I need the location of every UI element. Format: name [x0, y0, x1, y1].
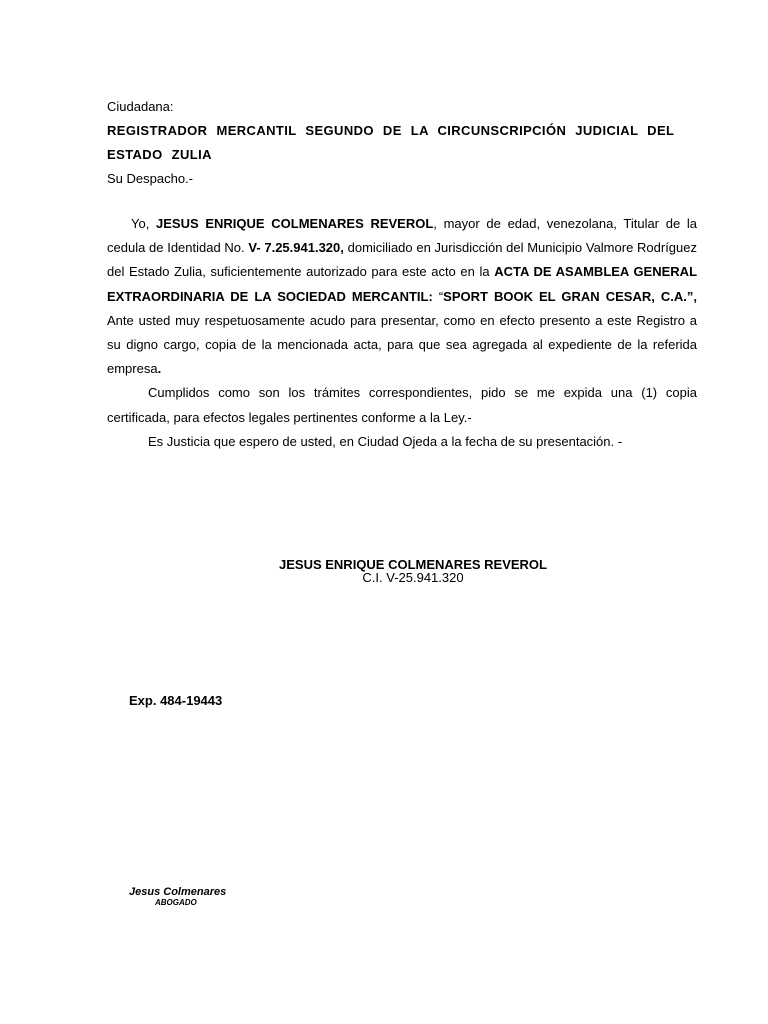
applicant-id: V- 7.25.941.320,	[248, 240, 344, 256]
p1-text-c: Ante usted muy respetuosamente acudo para presentar, como en efecto presento a este Registro a su digno cargo, copia de la mencionada acta, para que sea agregada al expediente de la referida empresa	[107, 312, 697, 377]
paragraph-closing: Es Justicia que espero de usted, en Ciudad Ojeda a la fecha de su presentación. -	[148, 433, 623, 449]
p1-yo: Yo,	[131, 216, 157, 231]
p1-end: .	[157, 361, 162, 377]
addressee-line-1: REGISTRADOR MERCANTIL SEGUNDO DE LA CIRCUNSCRIPCIÓN JUDICIAL DEL	[107, 123, 675, 138]
footer-title: ABOGADO	[155, 898, 197, 907]
letter-body	[107, 212, 697, 454]
signature-id: C.I. V-25.941.320	[362, 570, 464, 585]
signature-block	[0, 558, 768, 584]
salutation-block	[107, 95, 697, 191]
applicant-name: JESUS ENRIQUE COLMENARES REVEROL	[156, 216, 434, 231]
paragraph-request	[107, 212, 697, 381]
office-line: Su Despacho.-	[107, 171, 193, 186]
signature-name: JESUS ENRIQUE COLMENARES REVEROL	[279, 557, 547, 572]
expediente-number: Exp. 484-19443	[129, 693, 223, 708]
company-name: SPORT BOOK EL GRAN CESAR, C.A.”,	[443, 288, 697, 304]
p1-text-b: domiciliado en Jurisdicción del Municipio Valmore Rodríguez del Estado Zulia, suficientemente autorizado para este acto en la	[107, 240, 697, 280]
acta-title: ACTA DE ASAMBLEA GENERAL EXTRAORDINARIA DE LA SOCIEDAD MERCANTIL:	[107, 264, 698, 304]
greeting: Ciudadana:	[107, 99, 174, 114]
paragraph-copy-request: Cumplidos como son los trámites correspondientes, pido se me expida una (1) copia certificada, para efectos legales pertinentes conforme a la Ley.-	[107, 385, 697, 425]
p1-text-a: , mayor de edad, venezolana, Titular de la cedula de Identidad No.	[107, 216, 697, 256]
open-quote: “	[438, 288, 444, 304]
addressee-line-2: ESTADO ZULIA	[107, 147, 212, 162]
footer-author: Jesus Colmenares	[129, 886, 227, 898]
